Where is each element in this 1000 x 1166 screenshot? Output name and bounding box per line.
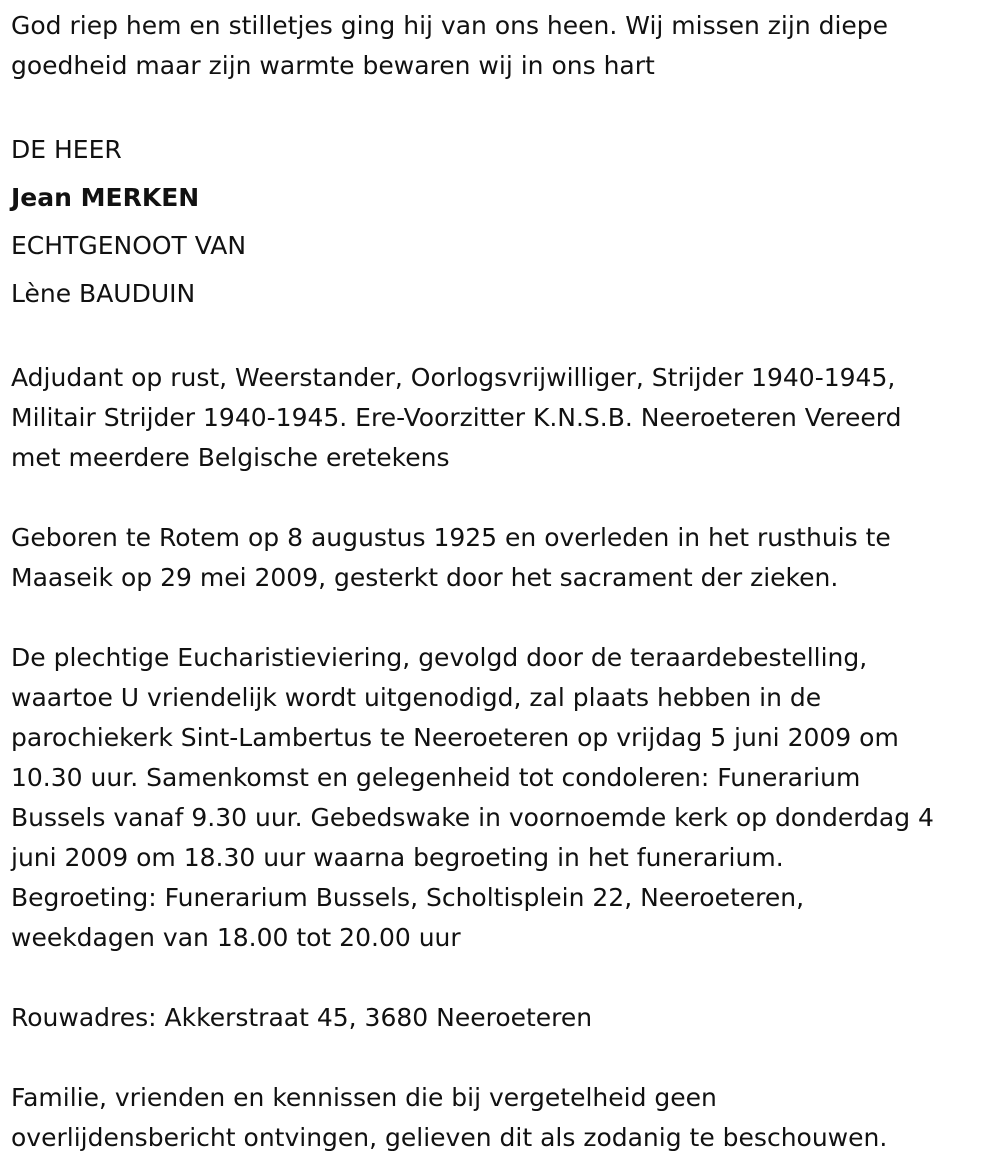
birth-death-line: Maaseik op 29 mei 2009, gesterkt door het sacrament der zieken. [11,563,839,592]
spacer [11,958,993,998]
birth-death-paragraph [11,518,993,598]
intro-paragraph [11,6,993,86]
honors-line: met meerdere Belgische eretekens [11,443,450,472]
honors-line: Adjudant op rust, Weerstander, Oorlogsvrijwilliger, Strijder 1940-1945, [11,363,896,392]
spacer [11,1038,993,1078]
ceremony-line: weekdagen van 18.00 tot 20.00 uur [11,923,461,952]
mourning-address: Rouwadres: Akkerstraat 45, 3680 Neeroeteren [11,1003,593,1032]
ceremony-line: De plechtige Eucharistieviering, gevolgd door de teraardebestelling, [11,643,868,672]
intro-line: goedheid maar zijn warmte bewaren wij in ons hart [11,51,655,80]
person-title: DE HEER [11,135,122,164]
ceremony-line: Bussels vanaf 9.30 uur. Gebedswake in voornoemde kerk op donderdag 4 [11,803,934,832]
spouse-name: Lène BAUDUIN [11,279,196,308]
birth-death-line: Geboren te Rotem op 8 augustus 1925 en overleden in het rusthuis te [11,523,891,552]
honors-line: Militair Strijder 1940-1945. Ere-Voorzitter K.N.S.B. Neeroeteren Vereerd [11,403,902,432]
honors-paragraph [11,358,993,478]
person-name: Jean MERKEN [11,183,200,212]
spacer [11,598,993,638]
closing-line: Familie, vrienden en kennissen die bij vergetelheid geen [11,1083,717,1112]
spacer [11,478,993,518]
obituary-notice [11,6,993,1158]
ceremony-paragraph [11,638,993,958]
closing-line: overlijdensbericht ontvingen, gelieven dit als zodanig te beschouwen. [11,1123,888,1152]
person-block [11,126,993,318]
spacer [11,318,993,358]
ceremony-line: waartoe U vriendelijk wordt uitgenodigd, zal plaats hebben in de [11,683,822,712]
ceremony-line: Begroeting: Funerarium Bussels, Scholtisplein 22, Neeroeteren, [11,883,805,912]
ceremony-line: parochiekerk Sint-Lambertus te Neeroeteren op vrijdag 5 juni 2009 om [11,723,899,752]
closing-paragraph [11,1078,993,1158]
ceremony-line: 10.30 uur. Samenkomst en gelegenheid tot condoleren: Funerarium [11,763,861,792]
person-relation: ECHTGENOOT VAN [11,231,247,260]
intro-line: God riep hem en stilletjes ging hij van ons heen. Wij missen zijn diepe [11,11,889,40]
spacer [11,86,993,126]
ceremony-line: juni 2009 om 18.30 uur waarna begroeting in het funerarium. [11,843,784,872]
